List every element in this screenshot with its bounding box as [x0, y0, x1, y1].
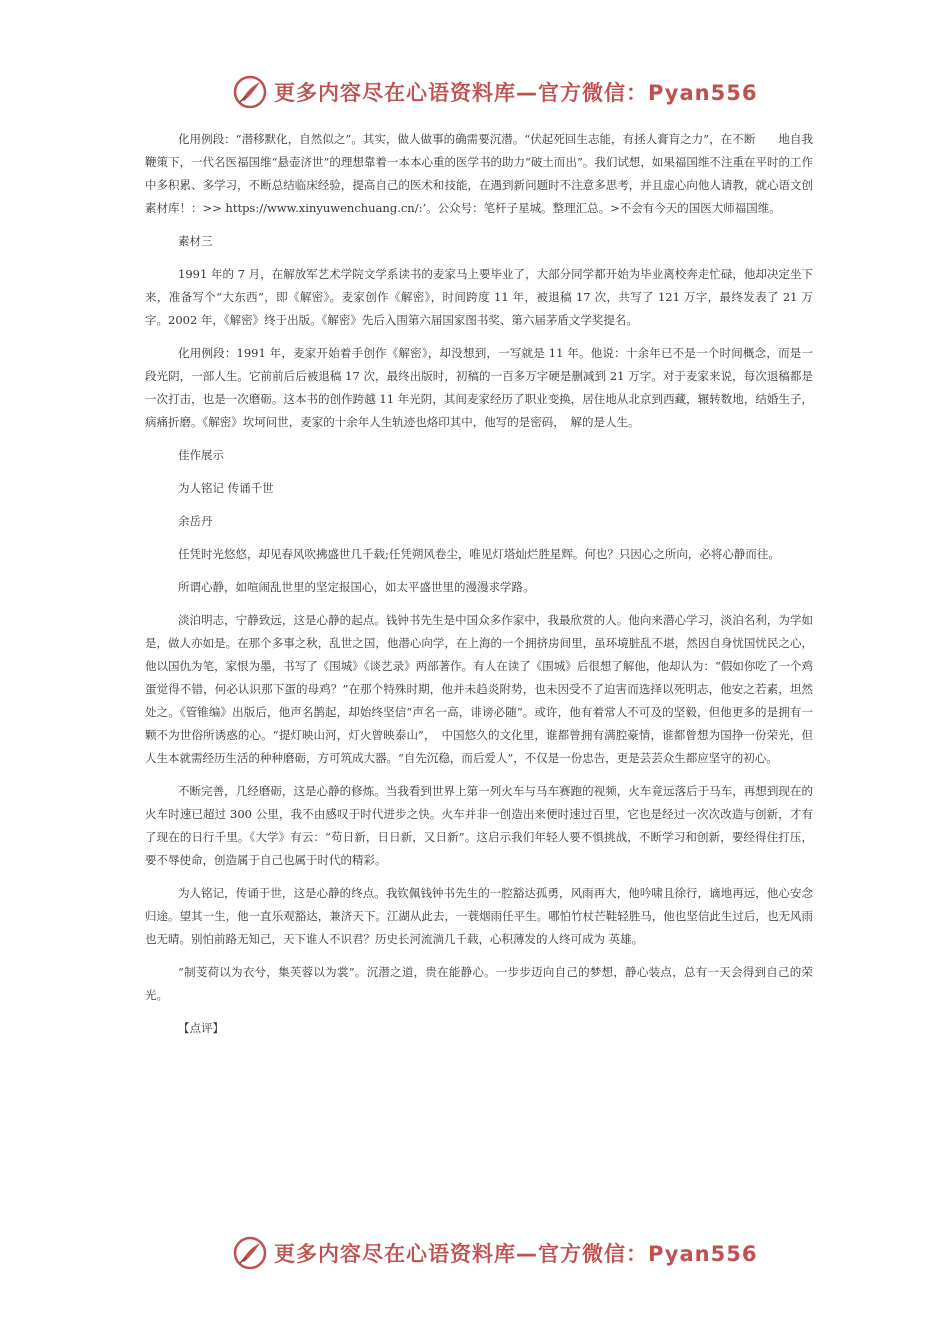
banner-text: 更多内容尽在心语资料库—官方微信：Pyan556 [274, 81, 758, 105]
banner-text: 更多内容尽在心语资料库—官方微信：Pyan556 [274, 1242, 758, 1266]
document-body [145, 128, 813, 1040]
section-heading-showcase: 佳作展示 [178, 448, 224, 462]
paragraph-example-2: 化用例段：1991 年，麦家开始着手创作《解密》，却没想到，一写就是 11 年。他说：十余年已不是一个时间概念，而是一段光阴，一部人生。它前前后后被退稿 17 次，最终出版时，初稿的一百多万字硬是删减到 21 万字。对于麦家来说，每次退稿都是一次打击，也是一次磨砺。这本书的创作跨越 11 年光阴，其间麦家经历了职业变换，居住地从北京到西藏，辗转数地，结婚生子，病痛折磨。《解密》坎坷问世，麦家的十余年人生轨迹也烙印其中，他写的是密码， 解的是人生。 [145, 346, 813, 429]
comment-heading: 【点评】 [178, 1021, 224, 1035]
essay-paragraph: 任凭时光悠悠，却见春风吹拂盛世几千载;任凭朔风卷尘，唯见灯塔灿烂胜星辉。何也？只因心之所向，必将心静而往。 [178, 547, 780, 561]
paragraph-example-1: 化用例段：“潜移默化，自然似之”。其实，做人做事的确需要沉潜。“伏起死回生志能，有拯人膏肓之力”，在不断 地自我鞭策下，一代名医福国维“悬壶济世”的理想靠着一本本心重的医学书的助力“破土而出”。我们试想，如果福国维不注重在平时的工作中多积累、多学习，不断总结临床经验，提高自己的医术和技能，在遇到新问题时不注意多思考，并且虚心向他人请教，就心语文创素材库！：>> https://www.xinyuwenchuang.cn/:’。公众号：笔杆子星城。整理汇总。>不会有今天的国医大师福国维。 [145, 132, 813, 215]
header-banner [0, 72, 950, 112]
essay-paragraph: 淡泊明志，宁静致远，这是心静的起点。钱钟书先生是中国众多作家中，我最欣赏的人。他向来潜心学习，淡泊名利，为学如是，做人亦如是。在那个多事之秋，乱世之国，他潜心向学，在上海的一个拥挤房间里，虽环境脏乱不堪，然因自身忧国忧民之心，他以国仇为笔，家恨为墨，书写了《围城》《谈艺录》两部著作。有人在读了《围城》后很想了解他，他却认为：“假如你吃了一个鸡蛋觉得不错，何必认识那下蛋的母鸡？”在那个特殊时期，他并未趋炎附势，也未因受不了迫害而选择以死明志，他安之若素，坦然处之。《管锥编》出版后，他声名鹊起，却始终坚信“声名一高，诽谤必随”。或许，他有着常人不可及的坚毅，但他更多的是拥有一颗不为世俗所诱惑的心。“提灯映山河，灯火曾映泰山”， 中国悠久的文化里，谁都曾拥有满腔豪情，谁都曾想为国挣一份荣光，但人生本就需经历生活的种种磨砺，方可筑成大器。“自先沉稳，而后爱人”，不仅是一份忠告，更是芸芸众生都应坚守的初心。 [145, 613, 813, 765]
paragraph-material-3: 1991 年的 7 月，在解放军艺术学院文学系读书的麦家马上要毕业了，大部分同学都开始为毕业离校奔走忙碌，他却决定坐下来，准备写个“大东西”，即《解密》。麦家创作《解密》，时间跨度 11 年，被退稿 17 次，共写了 121 万字，最终发表了 21 万字。2002 年，《解密》终于出版。《解密》先后入围第六届国家图书奖、第六届茅盾文学奖提名。 [145, 267, 813, 327]
essay-author: 余岳丹 [178, 514, 213, 528]
quill-logo-icon [232, 1235, 268, 1271]
essay-paragraph: “制芰荷以为衣兮，集芙蓉以为裳”。沉潜之道，贵在能静心。一步步迈向自己的梦想，静心装点，总有一天会得到自己的荣光。 [145, 965, 813, 1002]
footer-banner [0, 1233, 950, 1273]
section-heading-material-3: 素材三 [178, 234, 213, 248]
quill-logo-icon [232, 74, 268, 110]
essay-paragraph: 不断完善，几经磨砺，这是心静的修炼。当我看到世界上第一列火车与马车赛跑的视频，火车竟远落后于马车，再想到现在的火车时速已超过 300 公里，我不由感叹于时代进步之快。火车并非一创造出来便时速过百里，它也是经过一次次改造与创新，才有了现在的日行千里。《大学》有云：“苟日新，日日新，又日新”。这启示我们年轻人要不惧挑战，不断学习和创新，要经得住打压，要不辱使命，创造属于自己也属于时代的精彩。 [145, 784, 813, 867]
essay-paragraph: 为人铭记，传诵于世，这是心静的终点。我钦佩钱钟书先生的一腔豁达孤勇，风雨再大，他吟啸且徐行，谪地再远，他心安念归途。望其一生，他一直乐观豁达，兼济天下。江湖从此去，一蓑烟雨任平生。哪怕竹杖芒鞋轻胜马，他也坚信此生过后，也无风雨也无晴。别怕前路无知己，天下谁人不识君？历史长河流淌几千载，心积薄发的人终可成为 英雄。 [145, 886, 813, 946]
essay-title: 为人铭记 传诵千世 [178, 481, 274, 495]
essay-paragraph: 所谓心静，如喧闹乱世里的坚定报国心，如太平盛世里的漫漫求学路。 [178, 580, 535, 594]
